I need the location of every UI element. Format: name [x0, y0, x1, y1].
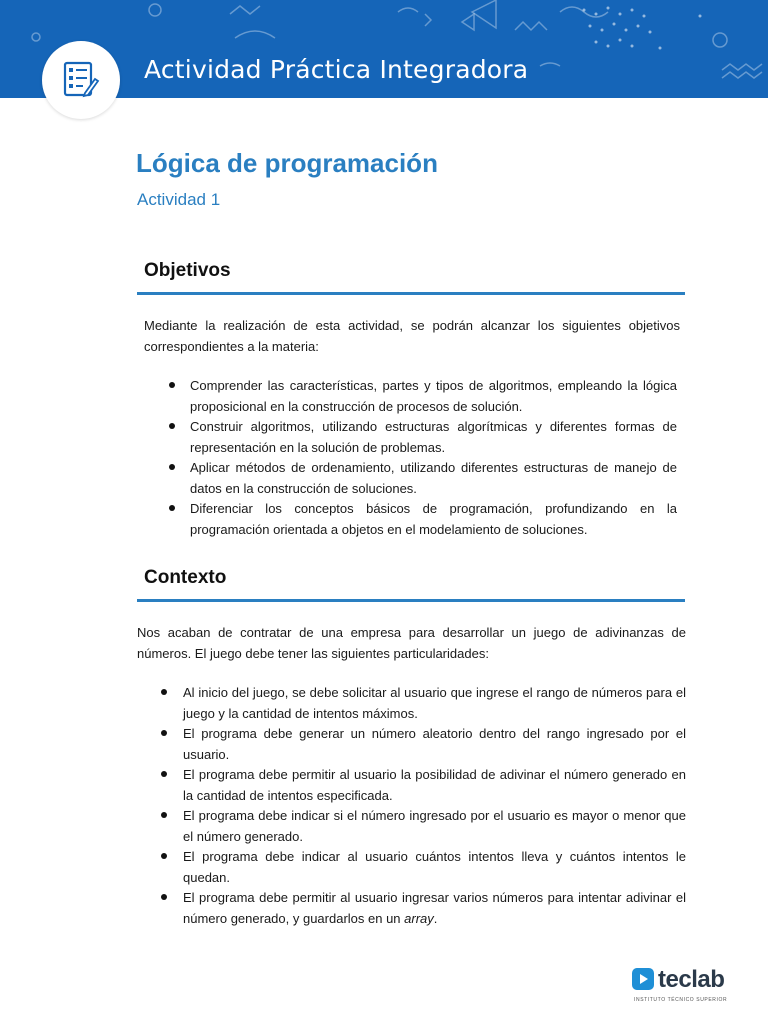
bullet-icon	[169, 382, 175, 388]
contexto-list	[183, 683, 686, 929]
bullet-icon	[161, 730, 167, 736]
list-item: El programa debe permitir al usuario ingresar varios números para intentar adivinar el número generado, y guardarlos en un array.	[183, 888, 686, 929]
bullet-icon	[161, 853, 167, 859]
document-title: Lógica de programación	[136, 148, 438, 178]
play-icon	[632, 968, 654, 990]
list-item: El programa debe permitir al usuario la posibilidad de adivinar el número generado en la cantidad de intentos especificada.	[183, 765, 686, 806]
section-divider	[137, 599, 685, 602]
list-item: El programa debe indicar si el número ingresado por el usuario es mayor o menor que el número generado.	[183, 806, 686, 847]
logo-name: teclab	[658, 966, 725, 993]
logo-tagline: INSTITUTO TÉCNICO SUPERIOR	[634, 997, 728, 1003]
list-item: Aplicar métodos de ordenamiento, utilizando diferentes estructuras de manejo de datos en la construcción de soluciones.	[190, 458, 677, 499]
section-heading-objetivos: Objetivos	[144, 260, 231, 281]
document-subtitle: Actividad 1	[137, 190, 221, 209]
list-item: El programa debe indicar al usuario cuántos intentos lleva y cuántos intentos le quedan.	[183, 847, 686, 888]
list-item: Diferenciar los conceptos básicos de programación, profundizando en la programación orientada a objetos en el modelamiento de soluciones.	[190, 499, 677, 540]
list-item: Construir algoritmos, utilizando estructuras algorítmicas y diferentes formas de representación en la solución de problemas.	[190, 417, 677, 458]
bullet-icon	[161, 812, 167, 818]
objetivos-intro: Mediante la realización de esta actividad, se podrán alcanzar los siguientes objetivos correspondientes a la materia:	[144, 318, 680, 354]
bullet-icon	[169, 423, 175, 429]
section-heading-contexto: Contexto	[144, 567, 227, 588]
bullet-icon	[161, 894, 167, 900]
bullet-icon	[169, 505, 175, 511]
objetivos-list	[190, 376, 677, 540]
list-item: Comprender las características, partes y tipos de algoritmos, empleando la lógica proposicional en la construcción de procesos de solución.	[190, 376, 677, 417]
list-item: Al inicio del juego, se debe solicitar al usuario que ingrese el rango de números para el juego y la cantidad de intentos máximos.	[183, 683, 686, 724]
bullet-icon	[161, 771, 167, 777]
section-divider	[137, 292, 685, 295]
contexto-intro: Nos acaban de contratar de una empresa para desarrollar un juego de adivinanzas de números. El juego debe tener las siguientes particularidades:	[137, 625, 686, 661]
banner-title: Actividad Práctica Integradora	[144, 55, 529, 84]
bullet-icon	[161, 689, 167, 695]
bullet-icon	[169, 464, 175, 470]
teclab-logo	[632, 966, 752, 1016]
list-item: El programa debe generar un número aleatorio dentro del rango ingresado por el usuario.	[183, 724, 686, 765]
checklist-icon	[42, 41, 120, 119]
